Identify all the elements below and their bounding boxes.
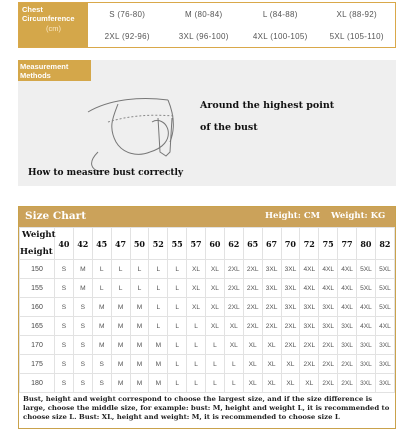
size-cell: 2XL [243,298,262,317]
measurement-caption: How to measure bust correctly [28,168,184,178]
size-cell: L [130,260,149,279]
size-cell: L [168,336,187,355]
size-cell: 4XL [357,298,376,317]
size-cell: L [168,279,187,298]
circumference-size: 4XL (100-105) [252,31,308,41]
height-cell: 150 [20,260,55,279]
chest-circumference-unit: (cm) [46,24,61,33]
size-cell: L [111,279,130,298]
size-cell: 3XL [262,279,281,298]
size-cell: S [55,260,74,279]
size-cell: L [149,298,168,317]
size-table-header-row [20,228,395,260]
size-cell: L [149,260,168,279]
corner-height-label: Height [20,247,53,257]
size-cell: XL [281,374,300,393]
size-cell: 3XL [338,336,357,355]
height-cell: 175 [20,355,55,374]
size-cell: 2XL [338,355,357,374]
weight-header: 42 [73,228,92,260]
size-cell: 2XL [224,298,243,317]
chest-circumference-header [19,3,88,47]
size-cell: XL [187,260,206,279]
size-cell: 3XL [281,298,300,317]
size-cell: S [92,374,111,393]
bust-measurement-illustration [78,82,198,172]
size-cell: 5XL [357,260,376,279]
size-cell: 3XL [375,336,394,355]
measurement-line-2: of the bust [200,122,258,133]
size-cell: L [206,336,225,355]
size-cell: M [130,336,149,355]
size-cell: M [92,298,111,317]
size-cell: 3XL [375,374,394,393]
size-cell: M [130,355,149,374]
size-cell: XL [206,317,225,336]
size-cell: S [73,355,92,374]
weight-header: 40 [55,228,74,260]
height-cell: 180 [20,374,55,393]
size-cell: 3XL [357,374,376,393]
size-cell: 2XL [262,298,281,317]
size-cell: M [111,374,130,393]
weight-header: 70 [281,228,300,260]
size-cell: M [111,336,130,355]
size-cell: 2XL [319,336,338,355]
size-cell: 3XL [300,317,319,336]
size-cell: L [149,317,168,336]
weight-header: 60 [206,228,225,260]
size-chart-note: Bust, height and weight correspond to choose the largest size, and if the size difference is large, choose the middle size, for example: bust: M, height and weight L, it is recommended to choose size L. Bust: XL, height and weight: M, it is recommended to choose size L [23,395,390,421]
size-cell: XL [243,336,262,355]
size-cell: L [206,355,225,374]
height-cell: 165 [20,317,55,336]
circumference-size: 5XL (105-110) [329,31,384,41]
weight-header: 62 [224,228,243,260]
size-cell: S [55,279,74,298]
size-cell: S [55,336,74,355]
size-cell: 4XL [357,317,376,336]
size-cell: 2XL [243,260,262,279]
size-table [19,227,395,393]
size-cell: 2XL [281,336,300,355]
height-cell: 170 [20,336,55,355]
size-cell: XL [206,260,225,279]
size-cell: S [55,374,74,393]
size-cell: XL [206,279,225,298]
size-cell: 4XL [338,260,357,279]
size-cell: S [73,317,92,336]
size-cell: L [111,260,130,279]
size-cell: 2XL [300,336,319,355]
weight-header: 75 [319,228,338,260]
size-cell: 3XL [338,317,357,336]
size-cell: M [149,355,168,374]
table-row [20,355,395,374]
table-row [20,317,395,336]
size-cell: XL [262,374,281,393]
size-cell: XL [281,355,300,374]
circumference-size: 3XL (96-100) [178,31,229,41]
measurement-methods-panel [18,60,396,186]
size-cell: 4XL [338,279,357,298]
measurement-methods-tag: Measurement Methods [18,60,91,81]
weight-header: 52 [149,228,168,260]
size-cell: L [92,260,111,279]
weight-header: 77 [338,228,357,260]
size-cell: XL [262,355,281,374]
table-row [20,260,395,279]
size-chart [18,206,396,429]
size-cell: L [187,336,206,355]
weight-header: 80 [357,228,376,260]
size-cell: 2XL [243,279,262,298]
size-cell: XL [224,317,243,336]
size-cell: 3XL [357,336,376,355]
size-cell: 2XL [300,355,319,374]
size-cell: S [92,355,111,374]
size-cell: S [73,374,92,393]
size-cell: 3XL [375,355,394,374]
size-cell: L [168,260,187,279]
size-cell: 4XL [319,260,338,279]
height-unit-label: Height: CM [265,211,320,221]
size-cell: 2XL [281,317,300,336]
size-cell: XL [187,279,206,298]
size-cell: 2XL [262,317,281,336]
size-cell: M [111,355,130,374]
chest-circumference-label: Chest Circumference [22,5,75,23]
size-cell: S [73,336,92,355]
corner-weight-label: Weight [22,230,56,240]
weight-header: 72 [300,228,319,260]
circumference-size: M (80-84) [185,9,223,19]
weight-header: 67 [262,228,281,260]
size-cell: L [130,279,149,298]
size-cell: L [168,317,187,336]
size-cell: L [187,317,206,336]
circumference-size: XL (88-92) [336,9,377,19]
height-cell: 160 [20,298,55,317]
size-cell: 2XL [243,317,262,336]
size-cell: 3XL [262,260,281,279]
size-cell: M [73,260,92,279]
size-cell: 2XL [319,374,338,393]
size-cell: 5XL [375,298,394,317]
size-cell: XL [262,336,281,355]
chest-circumference-table [18,2,396,48]
size-cell: 3XL [319,298,338,317]
size-chart-title: Size Chart [25,210,87,222]
size-cell: 3XL [357,355,376,374]
height-cell: 155 [20,279,55,298]
corner-header [20,228,55,260]
weight-header: 82 [375,228,394,260]
size-cell: 3XL [281,260,300,279]
size-cell: L [168,374,187,393]
size-cell: 2XL [224,279,243,298]
size-cell: L [149,279,168,298]
size-cell: M [111,317,130,336]
size-cell: S [55,317,74,336]
size-cell: XL [243,355,262,374]
weight-header: 45 [92,228,111,260]
size-cell: 4XL [300,260,319,279]
size-cell: M [92,317,111,336]
size-cell: M [111,298,130,317]
weight-header: 50 [130,228,149,260]
size-cell: M [149,336,168,355]
table-row [20,336,395,355]
weight-unit-label: Weight: KG [331,211,386,221]
size-cell: M [130,317,149,336]
size-cell: 2XL [319,355,338,374]
size-cell: S [55,355,74,374]
circumference-size: L (84-88) [262,9,298,19]
size-cell: L [224,355,243,374]
weight-header: 47 [111,228,130,260]
size-cell: 5XL [375,260,394,279]
size-cell: 4XL [300,279,319,298]
size-cell: L [168,355,187,374]
size-cell: XL [300,374,319,393]
size-cell: L [206,374,225,393]
size-cell: S [55,298,74,317]
size-cell: 3XL [281,279,300,298]
size-cell: 5XL [357,279,376,298]
circumference-size: 2XL (92-96) [104,31,150,41]
size-cell: M [130,374,149,393]
size-cell: 4XL [319,279,338,298]
table-row [20,374,395,393]
size-cell: 2XL [338,374,357,393]
size-cell: 4XL [338,298,357,317]
size-cell: L [92,279,111,298]
size-cell: 2XL [224,260,243,279]
weight-header: 65 [243,228,262,260]
size-cell: M [130,298,149,317]
size-cell: L [168,298,187,317]
size-cell: M [73,279,92,298]
size-cell: 3XL [319,317,338,336]
size-cell: XL [206,298,225,317]
size-cell: M [92,336,111,355]
circumference-size: S (76-80) [109,9,146,19]
weight-header: 57 [187,228,206,260]
weight-header: 55 [168,228,187,260]
size-cell: XL [224,336,243,355]
circumference-size-grid [89,3,395,47]
table-row [20,279,395,298]
size-cell: M [149,374,168,393]
size-cell: XL [187,298,206,317]
size-cell: 4XL [375,317,394,336]
size-cell: L [224,374,243,393]
size-cell: S [73,298,92,317]
size-cell: L [187,374,206,393]
size-cell: L [187,355,206,374]
size-cell: 5XL [375,279,394,298]
measurement-line-1: Around the highest point [200,100,335,111]
size-cell: XL [243,374,262,393]
size-cell: 3XL [300,298,319,317]
size-chart-header [19,207,395,227]
table-row [20,298,395,317]
